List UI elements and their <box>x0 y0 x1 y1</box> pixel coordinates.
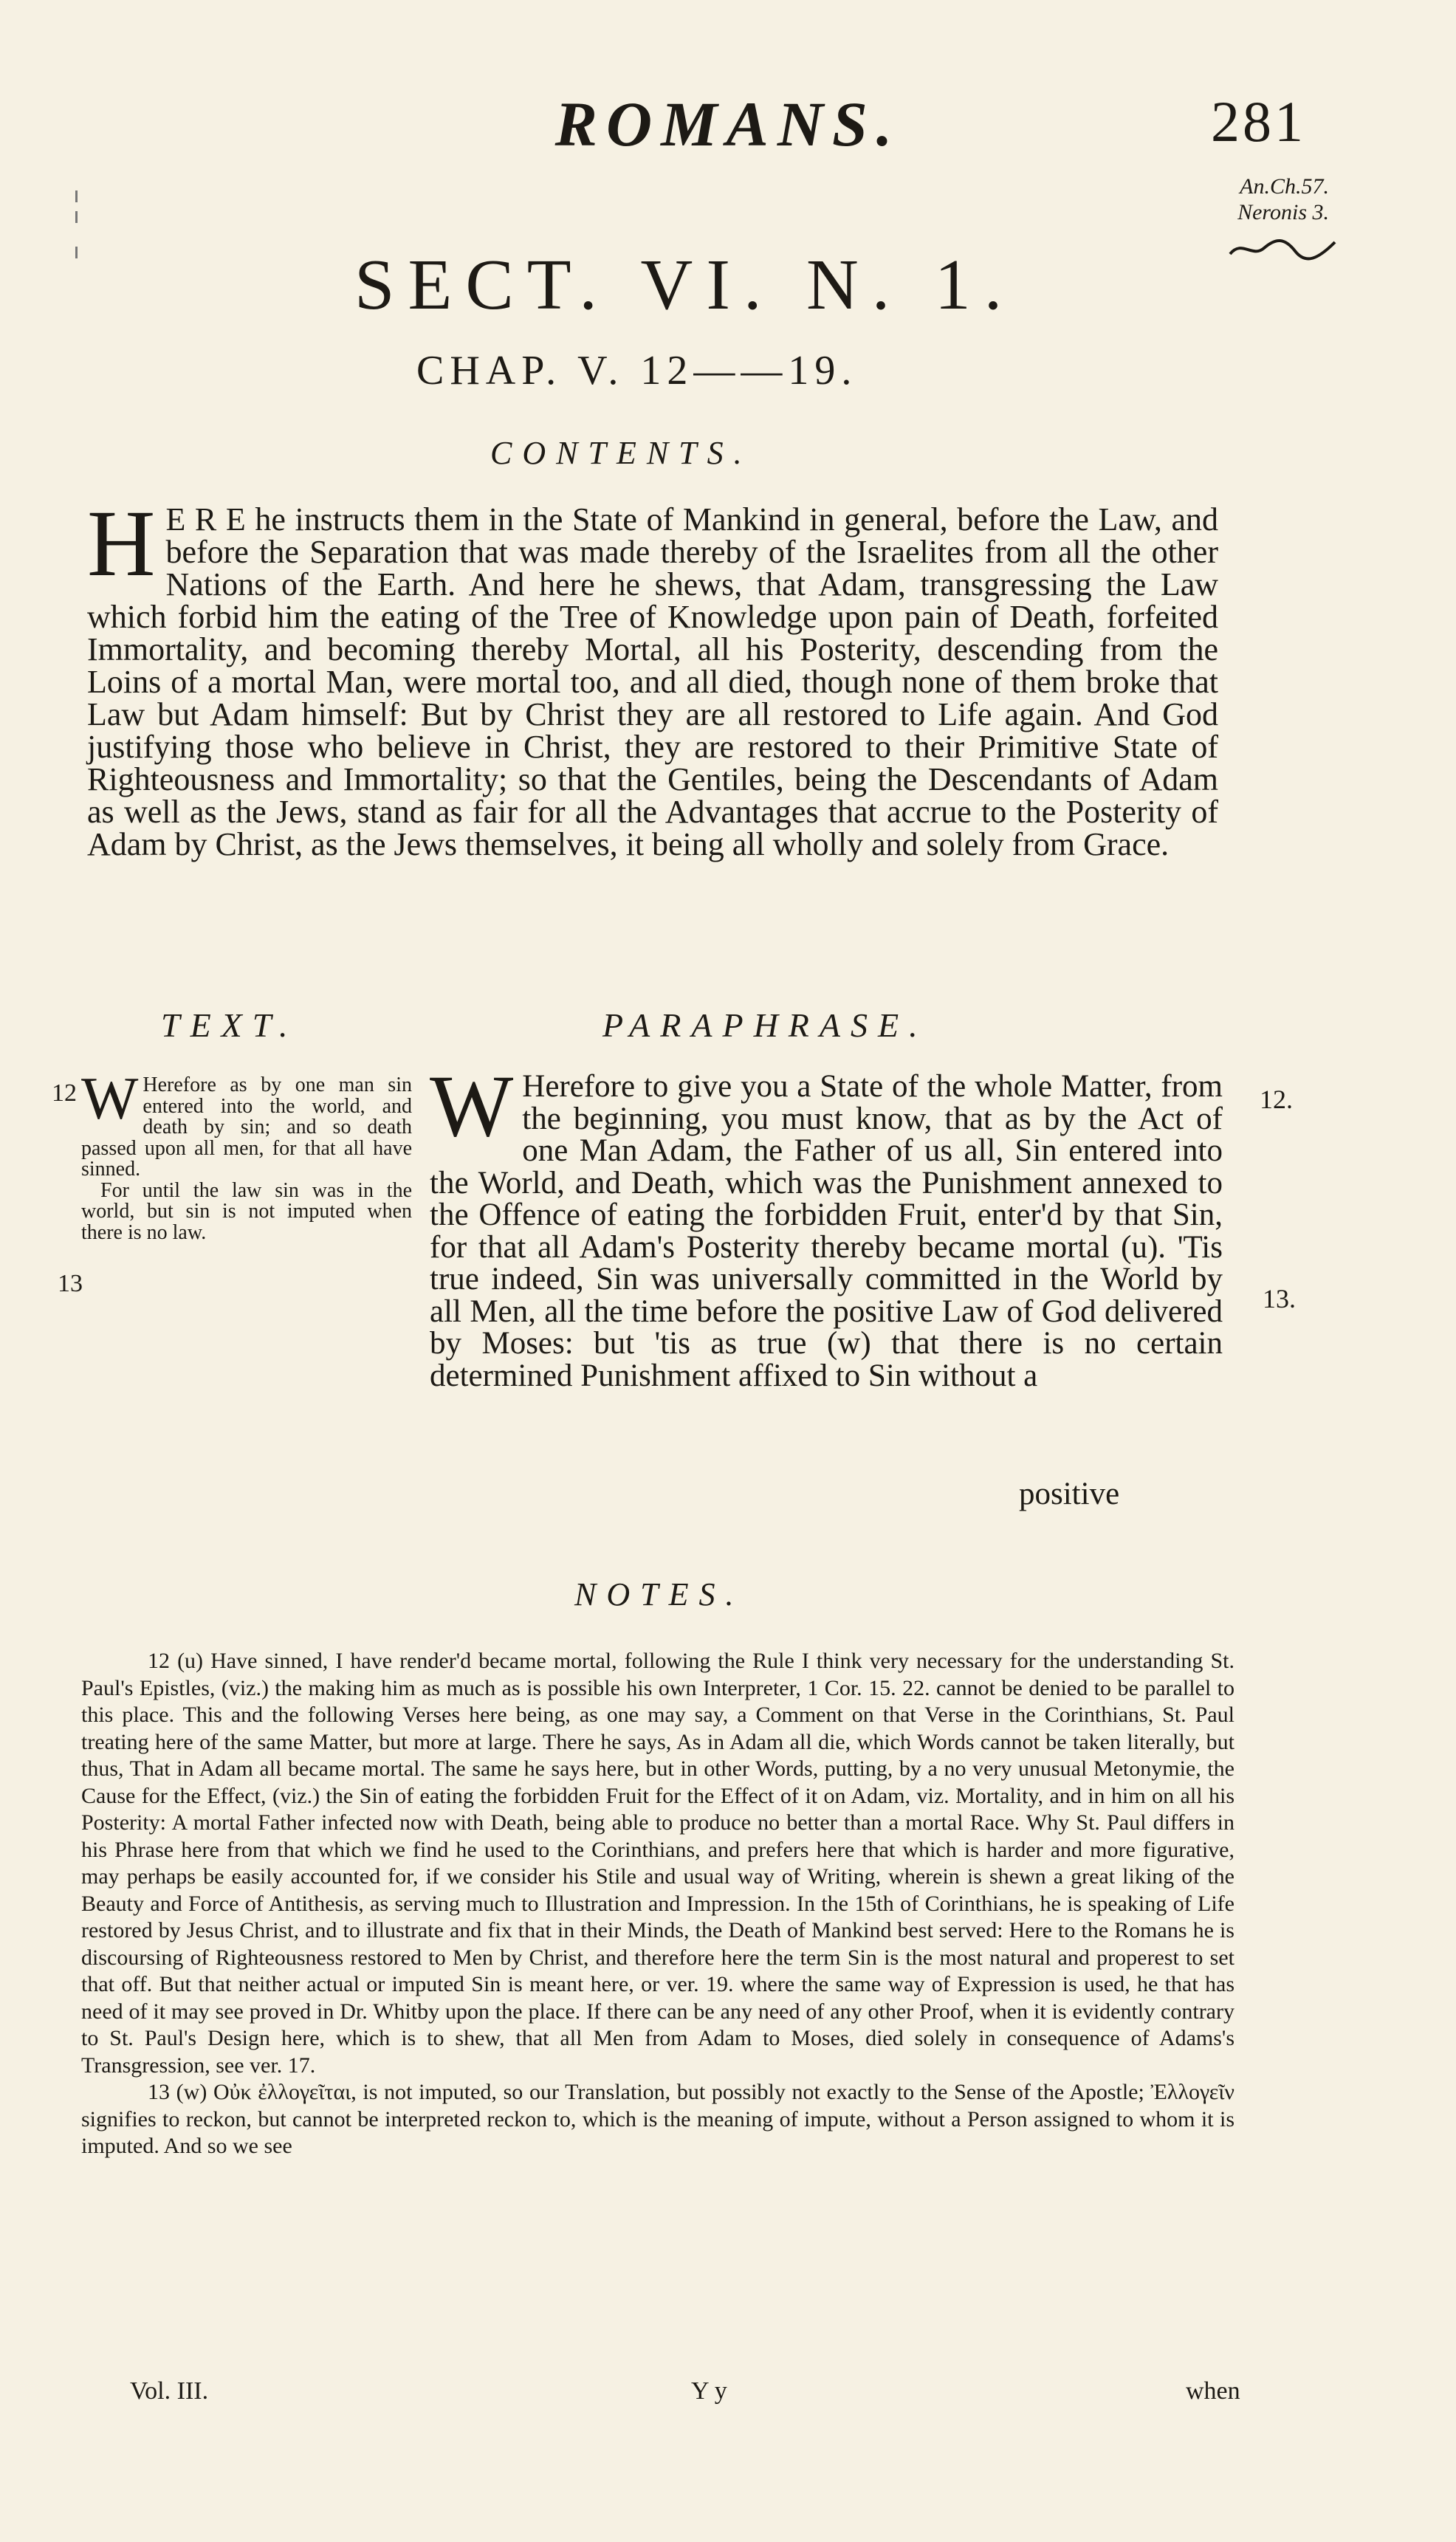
note-w: 13 (w) Οὐκ ἐλλογεῖται, is not imputed, so our Translation, but possibly not exactly to the Sense of the Apostle; Ἐλλογεῖν signifies to reckon, but cannot be interpreted reckon to, which is the meaning of impute, without a Person assigned to whom it is imputed. And so we see <box>81 2080 1234 2158</box>
footer-catchword: when <box>1186 2377 1240 2405</box>
text-verse-12-body: Herefore as by one man sin entered into the world, and death by sin; and so death passed upon all men, for that all have sinned. <box>81 1074 412 1181</box>
page-number: 281 <box>1211 89 1306 154</box>
text-column-heading: TEXT. <box>161 1006 298 1044</box>
contents-dropcap: H <box>87 491 156 596</box>
margin-date <box>1237 174 1329 225</box>
text-verse-13-body: For until the law sin was in the world, but sin is not imputed when there is no law. <box>81 1178 412 1244</box>
paraphrase-body: Herefore to give you a State of the whole Matter, from the beginning, you must know, that as by the Act of one Man Adam, the Father of us all, Sin entered into the World, and Death, which was the Punishment annexed to the Offence of eating the forbidden Fruit, enter'd by that Sin, for that all Adam's Posterity thereby became mortal (u). 'Tis true indeed, Sin was universally committed in the World by all Men, all the time before the positive Law of God delivered by Moses: but 'tis as true (w) that there is no certain determined Punishment affixed to Sin without a <box>430 1069 1223 1393</box>
notes-heading: NOTES. <box>574 1576 744 1612</box>
contents-summary <box>87 491 1218 862</box>
flourish-ornament-icon <box>1227 233 1338 263</box>
paraphrase-verse-13-marker: 13. <box>1263 1284 1296 1313</box>
margin-tick-mark <box>75 211 78 223</box>
section-title: SECT. VI. N. 1. <box>354 245 1016 325</box>
paraphrase-continuation: positive <box>1019 1477 1120 1511</box>
margin-date-line2: Neronis 3. <box>1237 199 1329 224</box>
margin-date-line1: An.Ch.57. <box>1240 174 1329 199</box>
text-verse-13-number: 13 <box>58 1270 83 1297</box>
paraphrase-paragraph <box>430 1057 1223 1393</box>
chapter-title: CHAP. V. 12——19. <box>416 348 858 394</box>
contents-body: E R E he instructs them in the State of Mankind in general, before the Law, and before the Separation that was made thereby of the Israelites from all the other Nations of the Earth. And here he shews, that Adam, transgressing the Law which forbid him the eating of the Tree of Knowledge upon pain of Death, forfeited Immortality, and becoming thereby Mortal, all his Posterity, descending from the Loins of a mortal Man, were mortal too, and all died, though none of them broke that Law but Adam himself: But by Christ they are all restored to Life again. And God justifying those who believe in Christ, they are restored to their Primitive State of Righteousness and Immortality; so that the Gentiles, being the Descendants of Adam as well as the Jews, stand as fair for all the Advantages that accrue to the Posterity of Adam by Christ, as the Jews themselves, it being all wholly and solely from Grace. <box>87 501 1218 862</box>
footer-signature: Y y <box>691 2377 727 2405</box>
notes-section <box>81 1648 1234 2160</box>
text-verse-12-number: 12 <box>52 1079 77 1107</box>
margin-tick-mark <box>75 190 78 202</box>
scripture-text-column <box>81 1065 412 1244</box>
margin-tick-mark <box>75 247 78 258</box>
paraphrase-verse-12-marker: 12. <box>1260 1085 1293 1114</box>
paraphrase-column-heading: PARAPHRASE. <box>602 1006 928 1044</box>
note-u: 12 (u) Have sinned, I have render'd became mortal, following the Rule I think very necessary for the understanding St. Paul's Epistles, (viz.) the making him as much as is possible his own Interpreter, 1 Cor. 15. 22. cannot be denied to be parallel to this place. This and the following Verses here being, as one may say, a Comment on that Verse in the Corinthians, St. Paul treating here of the same Matter, but more at large. There he says, As in Adam all die, which Words cannot be taken literally, but thus, That in Adam all became mortal. The same he says here, but in other Words, putting, by a no very unusual Metonymie, the Cause for the Effect, (viz.) the Sin of eating the forbidden Fruit for the Effect of it on Adam, viz. Mortality, and in him on all his Posterity: A mortal Father infected now with Death, being able to produce no better than a mortal Race. Why St. Paul differs in his Phrase here from that which we find he used to the Corinthians, and prefers here that which is harder and more figurative, may perhaps be easily accounted for, if we consider his Stile and usual way of Writing, wherein is shewn a great liking of the Beauty and Force of Antithesis, as serving much to Illustration and Impression. In the 15th of Corinthians, he is speaking of Life restored by Jesus Christ, and to illustrate and fix that in their Minds, the Death of Mankind best served: Here to the Romans he is discoursing of Righteousness restored to Men by Christ, and therefore here the term Sin is the most natural and properest to set that off. But that neither actual or imputed Sin is meant here, or ver. 19. where the same way of Expression is used, he that has need of it may see proved in Dr. Whitby upon the place. If there can be any need of any other Proof, when it is evidently contrary to St. Paul's Design here, which is to shew, that all Men from Adam to Moses, died solely in consequence of Adams's Transgression, see ver. 17. <box>81 1649 1234 2078</box>
text-verse-12 <box>81 1065 412 1181</box>
contents-heading: CONTENTS. <box>490 435 752 471</box>
running-title: ROMANS. <box>554 89 902 159</box>
footer-volume: Vol. III. <box>130 2377 209 2405</box>
paraphrase-dropcap: W <box>430 1057 514 1155</box>
text-verse-12-dropcap: W <box>81 1065 139 1132</box>
text-verse-13 <box>81 1178 412 1244</box>
paraphrase-column <box>430 1057 1223 1393</box>
